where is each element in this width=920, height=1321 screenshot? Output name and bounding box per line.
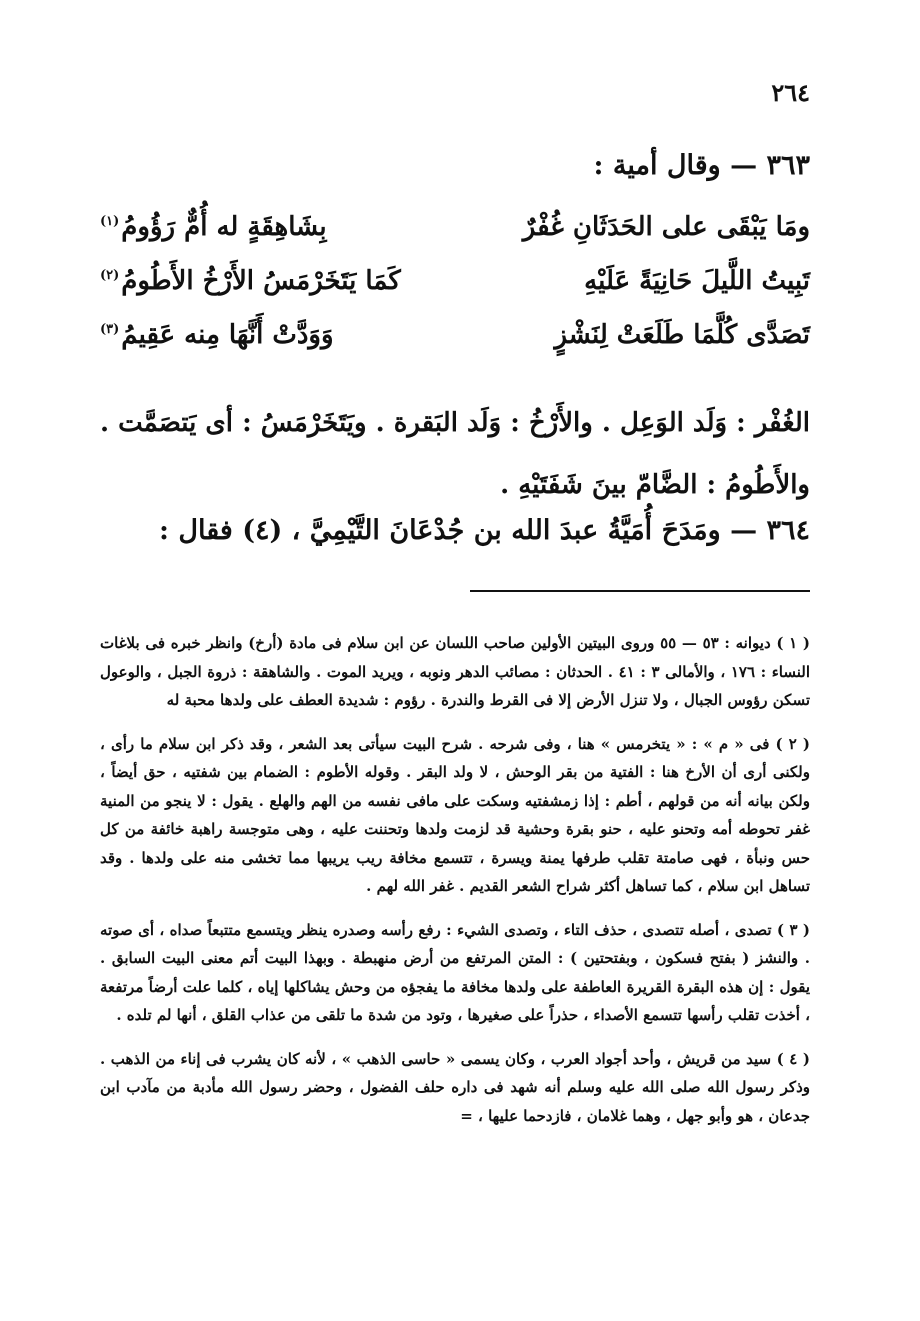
footnote-reference: (١)	[100, 214, 120, 230]
verse-second-text: بِشَاهِقَةٍ له أُمٌّ رَؤُومُ	[121, 212, 327, 242]
verse-first-hemistich: ومَا يَبْقَى على الحَدَثَانِ غُفْرٌ	[522, 212, 810, 242]
footnote-3: ( ٣ ) تصدى ، أصله تتصدى ، حذف التاء ، وتصدى الشيء : رفع رأسه وصدره ينظر ويتسمع متتبعاً صداه ، أى صوته . والنشز ( بفتح فسكون ، وبفتحتين ) : المتن المرتفع من أرض منهبطة . وبهذا البيت أتم معنى البيت السابق . يقول : إن هذه البقرة القريرة العاطفة على ولدها مخافة ما يفجؤه من وحش يشاكلها إياه ، كلما علت أرضاً مرتفعة ، أخذت تقلب رأسها تتسمع الأصداء ، حذراً على صغيرها ، وتود من شدة ما تلقى من عذاب القلق ، أنها لم تلده .	[100, 920, 810, 1024]
book-page	[100, 0, 810, 1321]
footnote-4: ( ٤ ) سيد من قريش ، وأحد أجواد العرب ، وكان يسمى « حاسى الذهب » ، لأنه كان يشرب فى إناء من الذهب . وذكر رسول الله صلى الله عليه وسلم أنه شهد فى داره حلف الفضول ، وحضر رسول الله مأدبة من مآدب ابن جدعان ، هو وأبو جهل ، وهما غلامان ، فازدحما عليها ، =	[100, 1049, 810, 1125]
entry-heading-364: ٣٦٤ — ومَدَحَ أُمَيَّةُ عبدَ الله بن جُدْعَانَ التَّيْمِيَّ ، (٤) فقال :	[159, 515, 810, 546]
verse-gloss: الغُفْر : وَلَد الوَعِل . والأَرْخُ : وَلَد البَقرة . ويَتَخَرْمَسُ : أى يَتصَمَّت . والأَطُومُ : الضَّامّ بينَ شَفَتَيْهِ .	[100, 408, 810, 500]
entry-heading-363: ٣٦٣ — وقال أمية :	[593, 150, 810, 181]
verse-line	[100, 212, 810, 266]
footnote-reference: (٢)	[100, 268, 120, 284]
poem	[100, 212, 810, 374]
verse-second-hemistich	[100, 266, 401, 296]
footnotes	[100, 614, 810, 1138]
verse-line	[100, 266, 810, 320]
verse-line	[100, 320, 810, 374]
verse-second-text: وَوَدَّتْ أَنَّهَا مِنه عَقِيمُ	[121, 320, 334, 350]
verse-first-hemistich: تَبِيتُ اللَّيلَ حَانِيَةً عَلَيْهِ	[584, 266, 810, 296]
footnote-reference: (٣)	[100, 322, 120, 338]
page-number: ٢٦٤	[771, 78, 810, 107]
verse-second-text: كَمَا يَتَخَرْمَسُ الأَرْخُ الأَطُومُ	[121, 266, 401, 296]
verse-second-hemistich	[100, 320, 334, 350]
footnote-1: ( ١ ) ديوانه : ٥٣ — ٥٥ وروى البيتين الأولين صاحب اللسان عن ابن سلام فى مادة (أرخ) وانظر خبره فى بلاغات النساء : ١٧٦ ، والأمالى ٣ : ٤١ . الحدثان : مصائب الدهر ونوبه ، ويريد الموت . والشاهقة : ذروة الجبل ، والوعول تسكن رؤوس الجبال ، ولا تنزل الأرض إلا فى القرط والندرة . رؤوم : شديدة العطف على ولدها محبة له	[100, 634, 810, 709]
verse-second-hemistich	[100, 212, 327, 242]
footnote-separator	[470, 590, 810, 592]
footnote-2: ( ٢ ) فى « م » : « يتخرمس » هنا ، وفى شرحه . شرح البيت سيأتى بعد الشعر ، وقد ذكر ابن سلام ما رأى ، ولكنى أرى أن الأرخ هنا : الفتية من بقر الوحش ، لا ولد البقر . وقوله الأطوم : الضمام بين شفتيه ، حق أيضاً ، ولكن بيانه أنه من قولهم ، أطم : إذا زمشفتيه وسكت على مافى نفسه من الهم والهلع . يقول : لا ينجو من المنية غفر تحوطه أمه وتحنو عليه ، حنو بقرة وحشية قد لزمت ولدها وتحننت عليه ، وهى متوجسة راهبة خائفة من كل حس ونبأة ، فهى صامتة تقلب طرفها يمنة ويسرة ، تتسمع مخافة ريب يريبها مما تخشى منه على ولدها . وقد تساهل ابن سلام ، كما تساهل أكثر شراح الشعر القديم . غفر الله لهم .	[100, 734, 810, 895]
verse-first-hemistich: تَصَدَّى كُلَّمَا طَلَعَتْ لِنَشْزٍ	[554, 320, 810, 350]
